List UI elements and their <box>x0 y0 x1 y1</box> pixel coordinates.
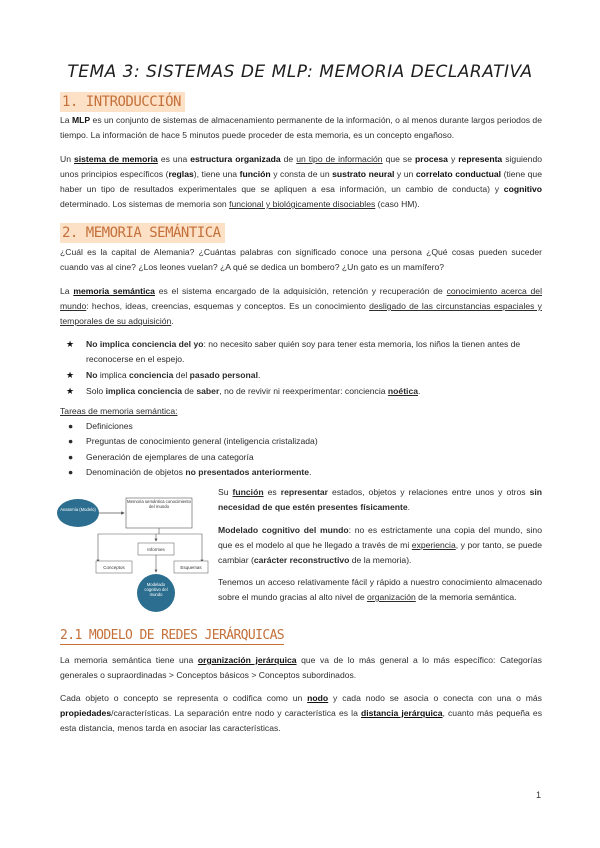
conceptos-box-label: Conceptos <box>103 565 125 570</box>
bullet-icon: ● <box>68 436 74 447</box>
section-heading-memoria-semantica: 2. MEMORIA SEMÁNTICA <box>60 223 225 243</box>
anatomy-node-label: Anatomía (Modelo) <box>60 507 96 512</box>
semantic-memory-diagram <box>56 490 212 614</box>
cognitive-model-node-label: Modelado cognitivo del mundo <box>144 582 168 598</box>
characteristics-list <box>66 337 542 400</box>
page-number: 1 <box>536 790 542 800</box>
hierarchy-paragraph: La memoria semántica tiene una organización jerárquica que va de lo más general a lo más específico: Categorías generales o supraordinadas > Conceptos básicos > Conceptos subordinados. <box>60 655 542 680</box>
memory-system-paragraph: Un sistema de memoria es una estructura organizada de un tipo de información que se procesa y representa siguiendo unos principios específicos (reglas), tiene una función y consta de un sustrato neural y un correlato conductual (tiene que haber un tipo de resultados experimentales que se apliquen a esa información, un cambio de conducta) y cognitivo determinado. Los sistemas de memoria son funcional y biológicamente disociables (caso HM). <box>60 154 543 209</box>
list-item: ★ No implica conciencia del yo: no necesito saber quién soy para tener esta memoria, los niños la tienen antes de reconocerse en el espejo. <box>66 339 521 364</box>
semantic-memory-definition: La memoria semántica es el sistema encargado de la adquisición, retención y recuperación de conocimiento acerca del mundo: hechos, ideas, creencias, esquemas y conceptos. Es un conocimiento desligado de las circunstancias espaciales y temporales de su adquisición. <box>60 286 542 326</box>
bullet-icon: ● <box>68 451 74 462</box>
informes-box-label: Informes <box>147 547 165 552</box>
anatomy-node <box>57 499 99 527</box>
list-item: ● Denominación de objetos no presentados anteriormente. <box>66 465 536 480</box>
star-icon: ★ <box>66 370 75 380</box>
access-paragraph: Tenemos un acceso relativamente fácil y rápido a nuestro conocimiento almacenado sobre el mundo gracias al alto nivel de organización de la memoria semántica. <box>218 577 542 602</box>
node-paragraph: Cada objeto o concepto se representa o codifica como un nodo y cada nodo se asocia o conecta con una o más propiedades/características. La separación entre nodo y característica es la distancia jerárquica, cuanto más pequeña es esta distancia, menos tarda en asociar las características. <box>60 693 542 733</box>
semantic-memory-box-label: Memoria semántica conocimiento del mundo <box>127 499 191 510</box>
list-item: ★ Solo implica conciencia de saber, no de revivir ni reexperimentar: conciencia noética. <box>66 384 542 399</box>
cognitive-model-paragraph: Modelado cognitivo del mundo: no es estrictamente una copia del mundo, sino que es el modelo al que he llegado a través de mi experiencia, y por tanto, se puede cambiar (carácter reconstructivo de la memoria). <box>218 525 542 565</box>
intro-paragraph: La MLP es un conjunto de sistemas de almacenamiento permanente de la información, o al menos durante largos periodos de tiempo. La información de hace 5 minutos puede proceder de esta memoria, es un concepto engañoso. <box>60 115 542 140</box>
section-heading-introduccion: 1. INTRODUCCIÓN <box>60 92 185 112</box>
bullet-icon: ● <box>68 466 74 477</box>
tasks-title: Tareas de memoria semántica: <box>60 406 178 416</box>
function-paragraph: Su función es representar estados, objetos y relaciones entre unos y otros sin necesidad de que estén presentes físicamente. <box>218 487 542 512</box>
star-icon: ★ <box>66 386 75 396</box>
document-title: TEMA 3: SISTEMAS DE MLP: MEMORIA DECLARATIVA <box>67 62 533 82</box>
list-item: ● Generación de ejemplares de una categoría <box>66 450 536 465</box>
bullet-icon: ● <box>68 421 74 431</box>
section-heading-redes-jerarquicas: 2.1 MODELO DE REDES JERÁRQUICAS <box>60 628 285 643</box>
list-item: ● Definiciones <box>66 419 536 434</box>
list-item: ● Preguntas de conocimiento general (inteligencia cristalizada) <box>66 434 536 449</box>
list-item: ★ No implica conciencia del pasado personal. <box>66 368 542 383</box>
star-icon: ★ <box>66 339 75 349</box>
esquemas-box-label: Esquemas <box>180 565 202 570</box>
questions-paragraph: ¿Cuál es la capital de Alemania? ¿Cuántas palabras con significado conoce una persona ¿Qué cosas pueden suceder cuando vas al cine? ¿Los leones vuelan? ¿A qué se dedica un bombero? ¿Un gato es un mamífero? <box>60 247 542 272</box>
tasks-list <box>66 419 536 480</box>
